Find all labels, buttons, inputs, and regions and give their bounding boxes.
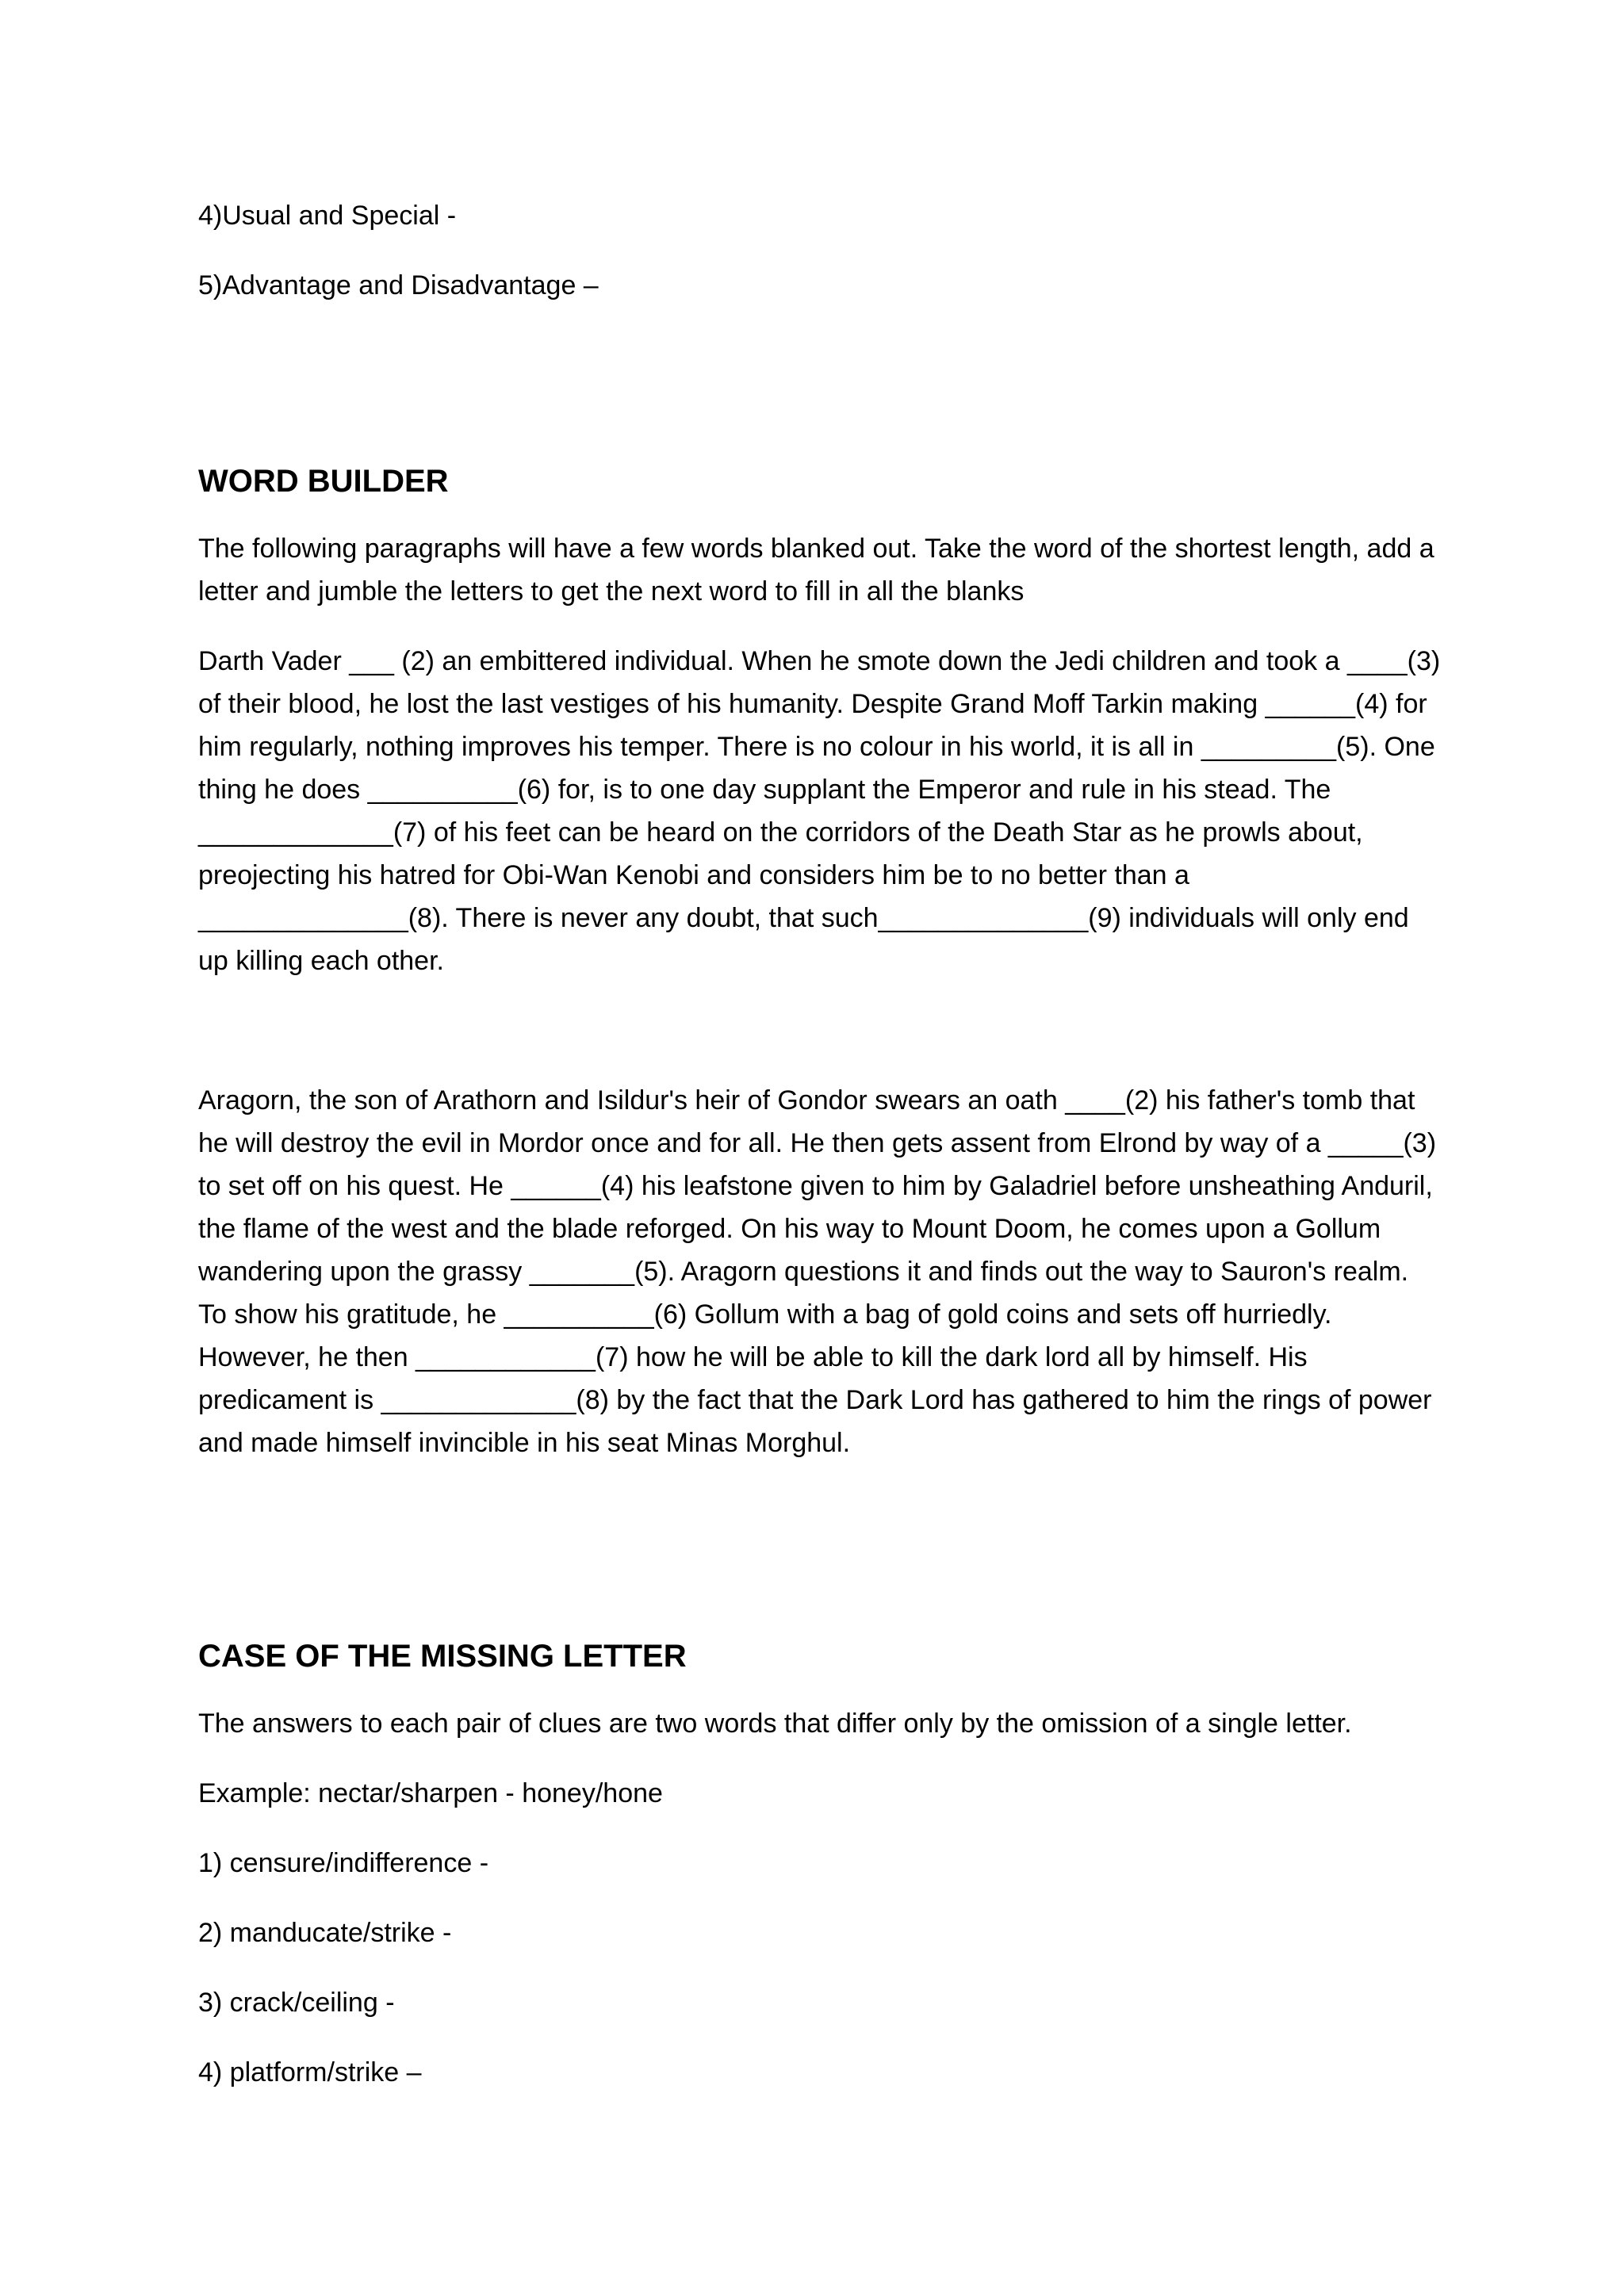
document-page [198,194,1443,2094]
missing-letter-heading: CASE OF THE MISSING LETTER [198,1639,687,1674]
missing-letter-example: Example: nectar/sharpen - honey/hone [198,1778,663,1808]
missing-letter-item: 4) platform/strike – [198,2057,422,2087]
word-builder-instructions: The following paragraphs will have a few words blanked out. Take the word of the shortest length, add a letter and jumble the letters to get the next word to fill in all the blanks [198,534,1434,607]
word-builder-paragraph-2: Aragorn, the son of Arathorn and Isildur's heir of Gondor swears an oath ____(2) his father's tomb that he will destroy the evil in Mordor once and for all. He then gets assent from Elrond by way of a _____(3) to set off on his quest. He ______(4) his leafstone given to him by Galadriel before unsheathing Anduril, the flame of the west and the blade reforged. On his way to Mount Doom, he comes upon a Gollum wandering upon the grassy _______(5). Aragorn questions it and finds out the way to Sauron's realm. To show his gratitude, he __________(6) Gollum with a bag of gold coins and sets off hurriedly. However, he then ____________(7) how he will be able to kill the dark lord all by himself. His predicament is _____________(8) by the fact that the Dark Lord has gathered to him the rings of power and made himself invincible in his seat Minas Morghul. [198,1085,1437,1458]
word-builder-heading: WORD BUILDER [198,464,449,499]
missing-letter-item: 2) manducate/strike - [198,1918,452,1948]
list-item-4: 4)Usual and Special - [198,201,457,231]
missing-letter-instructions: The answers to each pair of clues are two words that differ only by the omission of a single letter. [198,1709,1352,1739]
word-builder-paragraph-1: Darth Vader ___ (2) an embittered individual. When he smote down the Jedi children and took a ____(3) of their blood, he lost the last vestiges of his humanity. Despite Grand Moff Tarkin making ______(4) for him regularly, nothing improves his temper. There is no colour in his world, it is all in _________(5). One thing he does __________(6) for, is to one day supplant the Emperor and rule in his stead. The _____________(7) of his feet can be heard on the corridors of the Death Star as he prowls about, preojecting his hatred for Obi-Wan Kenobi and considers him be to no better than a ______________(8). There is never any doubt, that such______________(9) individuals will only end up killing each other. [198,646,1441,976]
missing-letter-item: 1) censure/indifference - [198,1848,489,1878]
missing-letter-item: 3) crack/ceiling - [198,1988,395,2018]
list-item-5: 5)Advantage and Disadvantage – [198,270,599,300]
